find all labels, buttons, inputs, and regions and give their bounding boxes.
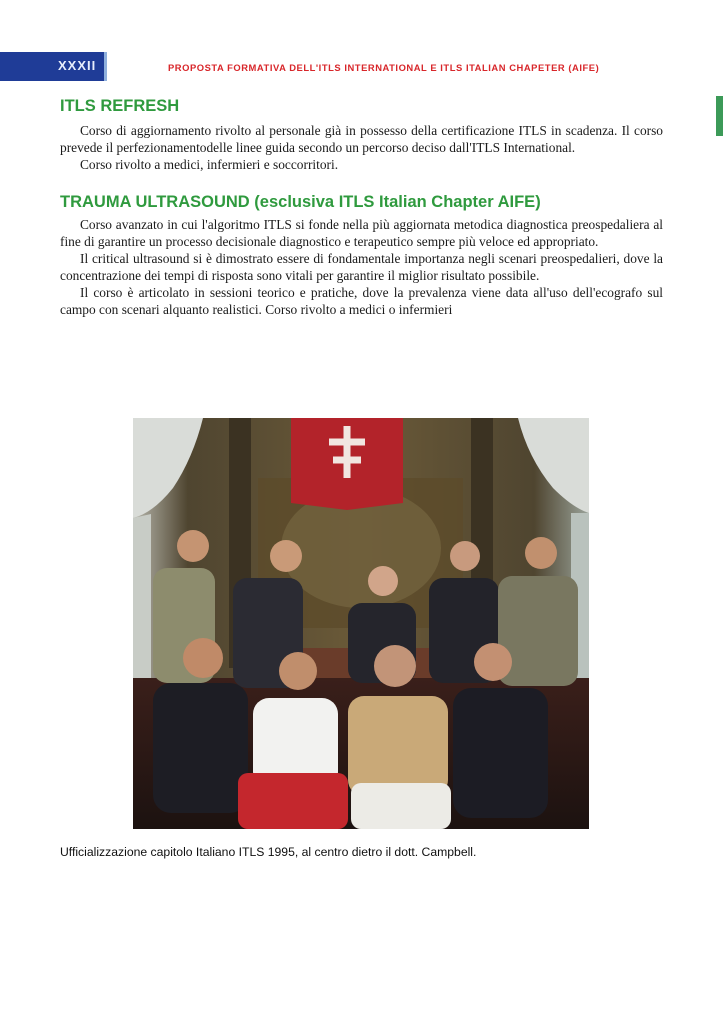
paragraph: Corso di aggiornamento rivolto al personale già in possesso della certificazione ITLS in scadenza. Il corso prevede il perfezionamentodelle linee guida secondo un percorso deciso dall'ITLS International.: [60, 123, 663, 155]
paragraph: Corso rivolto a medici, infermieri e soccorritori.: [80, 157, 339, 172]
page-number: XXXII: [58, 58, 97, 73]
paragraph: Il corso è articolato in sessioni teorico e pratiche, dove la prevalenza viene data all'uso dell'ecografo sul campo con scenari alquanto realistici. Corso rivolto a medici o infermieri: [60, 285, 663, 317]
paragraph: Il critical ultrasound si è dimostrato essere di fondamentale importanza negli scenari preospedalieri, dove la concentrazione dei tempi di risposta sono vitali per garantire il miglior risultato possibile.: [60, 251, 663, 283]
figure-caption: Ufficializzazione capitolo Italiano ITLS 1995, al centro dietro il dott. Campbell.: [60, 845, 477, 859]
edge-marker: [716, 96, 723, 136]
section-body-refresh: [60, 122, 663, 173]
section-heading-refresh: ITLS REFRESH: [60, 97, 180, 115]
section-body-trauma-ultrasound: [60, 216, 663, 318]
running-title: PROPOSTA FORMATIVA DELL'ITLS INTERNATIONAL E ITLS ITALIAN CHAPETER (AIFE): [168, 62, 600, 73]
group-photo: [133, 418, 589, 829]
section-heading-trauma-ultrasound: TRAUMA ULTRASOUND (esclusiva ITLS Italian Chapter AIFE): [60, 193, 541, 211]
page-number-tab: [0, 52, 107, 81]
paragraph: Corso avanzato in cui l'algoritmo ITLS si fonde nella più aggiornata metodica diagnostica preospedaliera al fine di garantire un processo decisionale diagnostico e terapeutico sempre più veloce ed appropriato.: [60, 217, 663, 249]
